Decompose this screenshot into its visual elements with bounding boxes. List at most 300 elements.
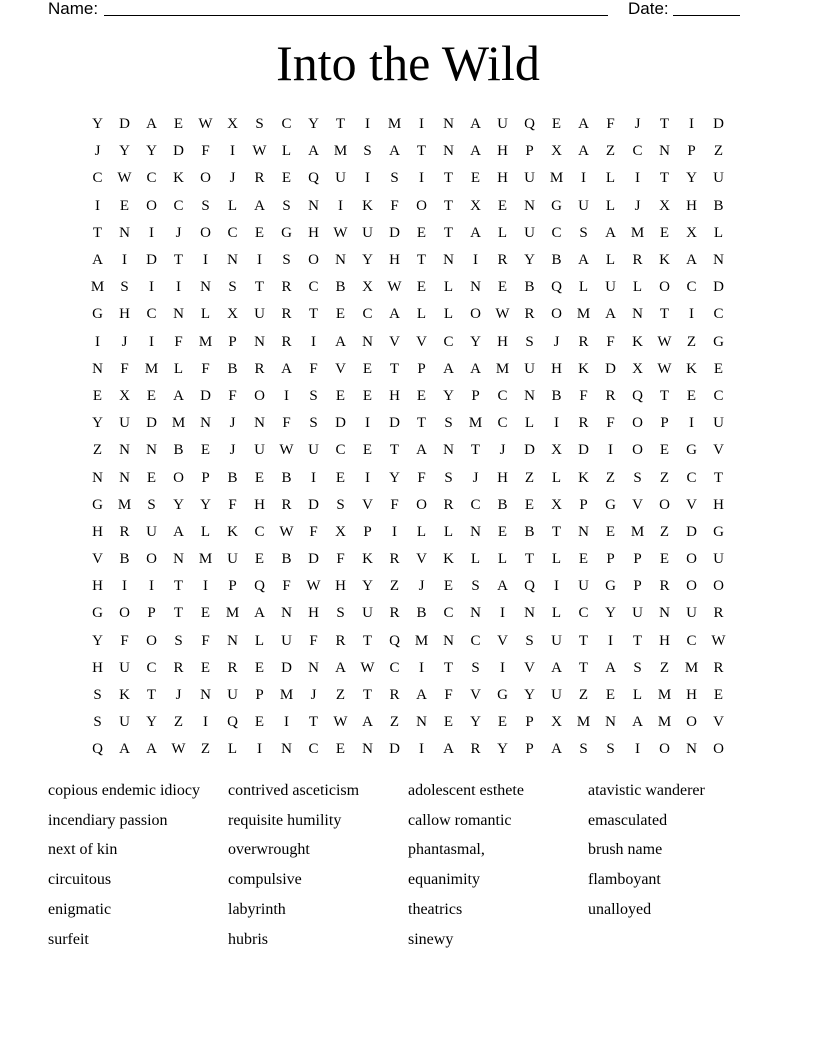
grid-letter: E	[416, 279, 427, 296]
grid-letter: W	[279, 442, 294, 459]
grid-letter: E	[659, 224, 670, 241]
grid-letter: Y	[92, 116, 103, 133]
word-list-item: equanimity	[408, 871, 480, 889]
grid-letter: E	[659, 442, 670, 459]
grid-letter: P	[606, 551, 615, 568]
grid-letter: N	[200, 279, 211, 296]
grid-letter: H	[497, 143, 508, 160]
grid-letter: I	[176, 279, 181, 296]
grid-letter: Y	[119, 143, 130, 160]
grid-letter: J	[229, 170, 236, 187]
grid-letter: S	[633, 469, 642, 486]
grid-letter: X	[551, 496, 562, 513]
grid-letter: N	[200, 415, 211, 432]
grid-letter: Z	[659, 523, 670, 540]
grid-letter: P	[687, 143, 696, 160]
word-list-item: emasculated	[588, 811, 668, 829]
grid-letter: M	[171, 415, 186, 432]
grid-letter: E	[605, 687, 616, 704]
grid-letter: I	[257, 252, 262, 269]
grid-letter: F	[309, 360, 318, 377]
grid-letter: V	[713, 442, 724, 459]
grid-letter: U	[119, 714, 130, 731]
grid-letter: D	[146, 415, 157, 432]
grid-letter: N	[470, 523, 481, 540]
grid-letter: F	[201, 360, 210, 377]
grid-letter: B	[173, 442, 184, 459]
grid-letter: S	[471, 578, 480, 595]
grid-letter: E	[173, 116, 184, 133]
grid-letter: G	[605, 496, 616, 513]
grid-letter: T	[254, 279, 265, 296]
grid-letter: N	[659, 143, 670, 160]
grid-letter: C	[713, 387, 724, 404]
grid-letter: S	[525, 632, 534, 649]
grid-letter: U	[227, 687, 238, 704]
grid-letter: T	[173, 252, 184, 269]
grid-letter: I	[149, 333, 154, 350]
grid-letter: F	[390, 496, 399, 513]
grid-letter: M	[198, 551, 213, 568]
grid-letter: B	[551, 252, 562, 269]
grid-letter: A	[308, 143, 319, 160]
grid-letter: A	[146, 116, 157, 133]
grid-letter: R	[335, 632, 346, 649]
grid-letter: E	[497, 523, 508, 540]
grid-letter: N	[335, 252, 346, 269]
word-list-item: hubris	[228, 930, 268, 948]
word-list-item: compulsive	[228, 871, 302, 889]
grid-letter: L	[227, 197, 238, 214]
grid-letter: M	[630, 224, 645, 241]
word-list-item: circuitous	[48, 871, 112, 889]
grid-letter: E	[497, 714, 508, 731]
grid-letter: U	[524, 224, 535, 241]
grid-letter: I	[284, 387, 289, 404]
grid-letter: E	[497, 279, 508, 296]
grid-letter: E	[497, 197, 508, 214]
grid-letter: E	[443, 714, 454, 731]
grid-letter: F	[228, 387, 237, 404]
grid-letter: O	[659, 741, 670, 758]
grid-letter: E	[686, 387, 697, 404]
grid-letter: R	[659, 578, 670, 595]
grid-letter: N	[713, 252, 724, 269]
grid-letter: A	[605, 224, 616, 241]
grid-letter: C	[308, 279, 319, 296]
word-list-item: incendiary passion	[48, 811, 168, 829]
grid-letter: D	[389, 741, 400, 758]
grid-letter: A	[335, 659, 346, 676]
grid-letter: M	[576, 714, 591, 731]
grid-letter: A	[146, 741, 157, 758]
grid-letter: F	[174, 333, 183, 350]
grid-letter: T	[173, 578, 184, 595]
grid-letter: S	[174, 632, 183, 649]
grid-letter: N	[173, 306, 184, 323]
grid-letter: E	[335, 306, 346, 323]
grid-letter: P	[363, 523, 372, 540]
grid-letter: L	[632, 687, 643, 704]
grid-letter: E	[200, 659, 211, 676]
grid-letter: O	[254, 387, 265, 404]
grid-letter: E	[713, 360, 724, 377]
grid-letter: C	[146, 659, 157, 676]
grid-letter: D	[173, 143, 184, 160]
grid-letter: E	[362, 360, 373, 377]
grid-letter: N	[308, 659, 319, 676]
word-list-item: adolescent esthete	[408, 782, 524, 799]
grid-letter: P	[633, 578, 642, 595]
grid-letter: T	[362, 687, 373, 704]
grid-letter: R	[119, 523, 130, 540]
grid-letter: O	[686, 551, 697, 568]
grid-letter: P	[660, 415, 669, 432]
grid-letter: R	[578, 333, 589, 350]
grid-letter: V	[416, 333, 427, 350]
word-list-item: overwrought	[228, 841, 310, 859]
grid-letter: L	[173, 360, 184, 377]
grid-letter: A	[470, 360, 481, 377]
grid-letter: U	[578, 578, 589, 595]
grid-letter: U	[686, 605, 697, 622]
grid-letter: R	[470, 741, 481, 758]
grid-letter: I	[689, 415, 694, 432]
grid-letter: Z	[605, 143, 616, 160]
grid-letter: R	[281, 333, 292, 350]
grid-letter: N	[443, 143, 454, 160]
grid-letter: H	[713, 496, 724, 513]
grid-letter: K	[173, 170, 184, 187]
grid-letter: F	[282, 578, 291, 595]
grid-letter: Y	[308, 116, 319, 133]
grid-letter: P	[147, 605, 156, 622]
grid-letter: M	[684, 659, 699, 676]
word-list-item: next of kin	[48, 841, 118, 859]
grid-letter: M	[144, 360, 159, 377]
word-list-item: theatrics	[408, 900, 463, 918]
grid-letter: D	[389, 224, 400, 241]
grid-letter: T	[416, 415, 427, 432]
grid-letter: U	[362, 605, 373, 622]
grid-letter: T	[713, 469, 724, 486]
grid-letter: T	[389, 442, 400, 459]
grid-letter: C	[551, 224, 562, 241]
grid-letter: H	[497, 469, 508, 486]
grid-letter: H	[659, 632, 670, 649]
grid-letter: R	[713, 659, 724, 676]
grid-letter: H	[308, 224, 319, 241]
grid-letter: P	[471, 387, 480, 404]
grid-letter: T	[416, 143, 427, 160]
grid-letter: G	[713, 523, 724, 540]
grid-letter: N	[281, 605, 292, 622]
grid-letter: X	[227, 116, 238, 133]
grid-letter: P	[255, 687, 264, 704]
grid-letter: N	[443, 252, 454, 269]
grid-letter: A	[281, 360, 292, 377]
grid-letter: M	[468, 415, 483, 432]
grid-letter: N	[254, 415, 265, 432]
grid-letter: V	[470, 687, 481, 704]
grid-letter: T	[335, 116, 346, 133]
grid-letter: L	[605, 197, 616, 214]
grid-letter: I	[203, 714, 208, 731]
grid-letter: E	[200, 605, 211, 622]
grid-letter: I	[500, 659, 505, 676]
grid-letter: K	[119, 687, 130, 704]
grid-letter: N	[659, 605, 670, 622]
grid-letter: A	[686, 252, 697, 269]
grid-letter: U	[524, 170, 535, 187]
grid-letter: U	[551, 687, 562, 704]
grid-letter: L	[497, 224, 508, 241]
grid-letter: K	[686, 360, 697, 377]
grid-letter: W	[117, 170, 132, 187]
grid-letter: N	[281, 741, 292, 758]
grid-letter: D	[605, 360, 616, 377]
grid-letter: H	[686, 197, 697, 214]
grid-letter: U	[578, 197, 589, 214]
grid-letter: M	[657, 687, 672, 704]
grid-letter: B	[713, 197, 724, 214]
grid-letter: A	[119, 741, 130, 758]
grid-letter: U	[497, 116, 508, 133]
grid-letter: P	[525, 741, 534, 758]
grid-letter: Y	[200, 496, 211, 513]
grid-letter: I	[149, 224, 154, 241]
grid-letter: Y	[362, 578, 373, 595]
grid-letter: A	[389, 306, 400, 323]
grid-letter: E	[254, 551, 265, 568]
grid-letter: M	[549, 170, 564, 187]
grid-letter: L	[713, 224, 724, 241]
grid-letter: W	[495, 306, 510, 323]
grid-letter: F	[120, 360, 129, 377]
grid-letter: H	[497, 170, 508, 187]
grid-letter: E	[335, 469, 346, 486]
grid-letter: Z	[524, 469, 535, 486]
grid-letter: H	[119, 306, 130, 323]
grid-letter: E	[551, 116, 562, 133]
grid-letter: L	[605, 170, 616, 187]
grid-letter: S	[444, 415, 453, 432]
grid-letter: L	[578, 279, 589, 296]
grid-letter: B	[227, 469, 238, 486]
word-list-item: labyrinth	[228, 900, 286, 918]
grid-letter: N	[416, 714, 427, 731]
grid-letter: S	[525, 333, 534, 350]
grid-letter: O	[146, 551, 157, 568]
grid-letter: N	[578, 523, 589, 540]
grid-letter: A	[578, 116, 589, 133]
grid-letter: R	[443, 496, 454, 513]
page-title: Into the Wild	[276, 35, 540, 91]
grid-letter: C	[362, 306, 373, 323]
grid-letter: R	[524, 306, 535, 323]
grid-letter: O	[686, 578, 697, 595]
grid-letter: X	[686, 224, 697, 241]
grid-letter: J	[229, 415, 236, 432]
grid-letter: K	[362, 197, 373, 214]
grid-letter: I	[419, 741, 424, 758]
grid-letter: S	[201, 197, 210, 214]
grid-letter: T	[416, 252, 427, 269]
grid-letter: G	[92, 605, 103, 622]
grid-letter: J	[634, 116, 641, 133]
grid-letter: W	[306, 578, 321, 595]
grid-letter: T	[578, 632, 589, 649]
grid-letter: F	[336, 551, 345, 568]
grid-letter: I	[554, 578, 559, 595]
grid-letter: I	[392, 523, 397, 540]
grid-letter: X	[659, 197, 670, 214]
grid-letter: P	[228, 578, 237, 595]
grid-letter: P	[417, 360, 426, 377]
grid-letter: O	[659, 279, 670, 296]
word-list-item: contrived asceticism	[228, 782, 360, 799]
grid-letter: F	[309, 523, 318, 540]
grid-letter: I	[608, 632, 613, 649]
grid-letter: B	[524, 279, 535, 296]
grid-letter: G	[605, 578, 616, 595]
grid-letter: Z	[659, 469, 670, 486]
grid-letter: E	[659, 551, 670, 568]
word-list	[48, 776, 768, 956]
grid-letter: J	[310, 687, 317, 704]
word-list-item: atavistic wanderer	[588, 782, 705, 799]
grid-letter: P	[228, 333, 237, 350]
grid-letter: N	[227, 632, 238, 649]
grid-letter: Z	[92, 442, 103, 459]
grid-letter: E	[416, 387, 427, 404]
grid-letter: G	[686, 442, 697, 459]
word-list-item: surfeit	[48, 930, 89, 948]
grid-letter: C	[686, 279, 697, 296]
grid-letter: U	[605, 279, 616, 296]
grid-letter: A	[497, 578, 508, 595]
grid-letter: A	[173, 387, 184, 404]
grid-letter: N	[524, 387, 535, 404]
grid-letter: F	[282, 415, 291, 432]
grid-letter: V	[524, 659, 535, 676]
grid-letter: S	[336, 496, 345, 513]
grid-letter: U	[308, 442, 319, 459]
grid-letter: R	[632, 252, 643, 269]
grid-letter: O	[200, 170, 211, 187]
grid-letter: E	[119, 197, 130, 214]
grid-letter: A	[578, 143, 589, 160]
grid-letter: Z	[335, 687, 346, 704]
grid-letter: Z	[659, 659, 670, 676]
grid-letter: I	[581, 170, 586, 187]
grid-letter: S	[228, 279, 237, 296]
grid-letter: A	[254, 197, 265, 214]
grid-letter: A	[335, 333, 346, 350]
grid-letter: A	[362, 714, 373, 731]
grid-letter: A	[551, 741, 562, 758]
grid-letter: P	[525, 714, 534, 731]
grid-letter: M	[630, 523, 645, 540]
grid-letter: F	[606, 116, 615, 133]
grid-letter: G	[281, 224, 292, 241]
grid-letter: X	[551, 714, 562, 731]
grid-letter: I	[635, 741, 640, 758]
grid-letter: D	[713, 116, 724, 133]
word-list-item: requisite humility	[228, 811, 342, 829]
grid-letter: T	[659, 170, 670, 187]
grid-letter: V	[92, 551, 103, 568]
grid-letter: F	[444, 687, 453, 704]
grid-letter: L	[416, 523, 427, 540]
grid-letter: N	[443, 116, 454, 133]
grid-letter: N	[92, 469, 103, 486]
word-list-item: copious endemic idiocy	[48, 782, 200, 799]
grid-letter: E	[416, 224, 427, 241]
grid-letter: C	[497, 415, 508, 432]
grid-letter: I	[689, 306, 694, 323]
grid-letter: Z	[173, 714, 184, 731]
grid-letter: M	[117, 496, 132, 513]
grid-letter: D	[146, 252, 157, 269]
grid-letter: U	[524, 360, 535, 377]
grid-letter: B	[119, 551, 130, 568]
grid-letter: N	[227, 252, 238, 269]
grid-letter: C	[686, 632, 697, 649]
grid-letter: C	[227, 224, 238, 241]
word-list-item: phantasmal,	[408, 841, 485, 859]
grid-letter: D	[281, 659, 292, 676]
grid-letter: H	[686, 687, 697, 704]
grid-letter: N	[524, 197, 535, 214]
grid-letter: N	[92, 360, 103, 377]
grid-letter: M	[657, 714, 672, 731]
grid-letter: J	[418, 578, 425, 595]
grid-letter: T	[443, 659, 454, 676]
grid-letter: A	[470, 224, 481, 241]
grid-letter: D	[335, 415, 346, 432]
grid-letter: E	[254, 469, 265, 486]
grid-letter: B	[551, 387, 562, 404]
grid-letter: N	[632, 306, 643, 323]
grid-letter: M	[225, 605, 240, 622]
grid-letter: X	[632, 360, 643, 377]
grid-letter: X	[551, 143, 562, 160]
grid-letter: V	[713, 714, 724, 731]
grid-letter: E	[254, 224, 265, 241]
grid-letter: A	[605, 306, 616, 323]
grid-letter: D	[389, 415, 400, 432]
grid-letter: E	[281, 170, 292, 187]
grid-letter: D	[308, 496, 319, 513]
grid-letter: D	[713, 279, 724, 296]
grid-letter: C	[281, 116, 292, 133]
grid-letter: O	[416, 197, 427, 214]
grid-letter: S	[120, 279, 129, 296]
grid-letter: Y	[362, 252, 373, 269]
word-list-item: unalloyed	[588, 900, 652, 918]
grid-letter: O	[470, 306, 481, 323]
grid-letter: V	[497, 632, 508, 649]
grid-letter: P	[633, 551, 642, 568]
grid-letter: N	[686, 741, 697, 758]
grid-letter: V	[416, 551, 427, 568]
grid-letter: H	[92, 578, 103, 595]
grid-letter: R	[578, 415, 589, 432]
grid-letter: X	[119, 387, 130, 404]
grid-letter: R	[254, 360, 265, 377]
grid-letter: L	[632, 279, 643, 296]
